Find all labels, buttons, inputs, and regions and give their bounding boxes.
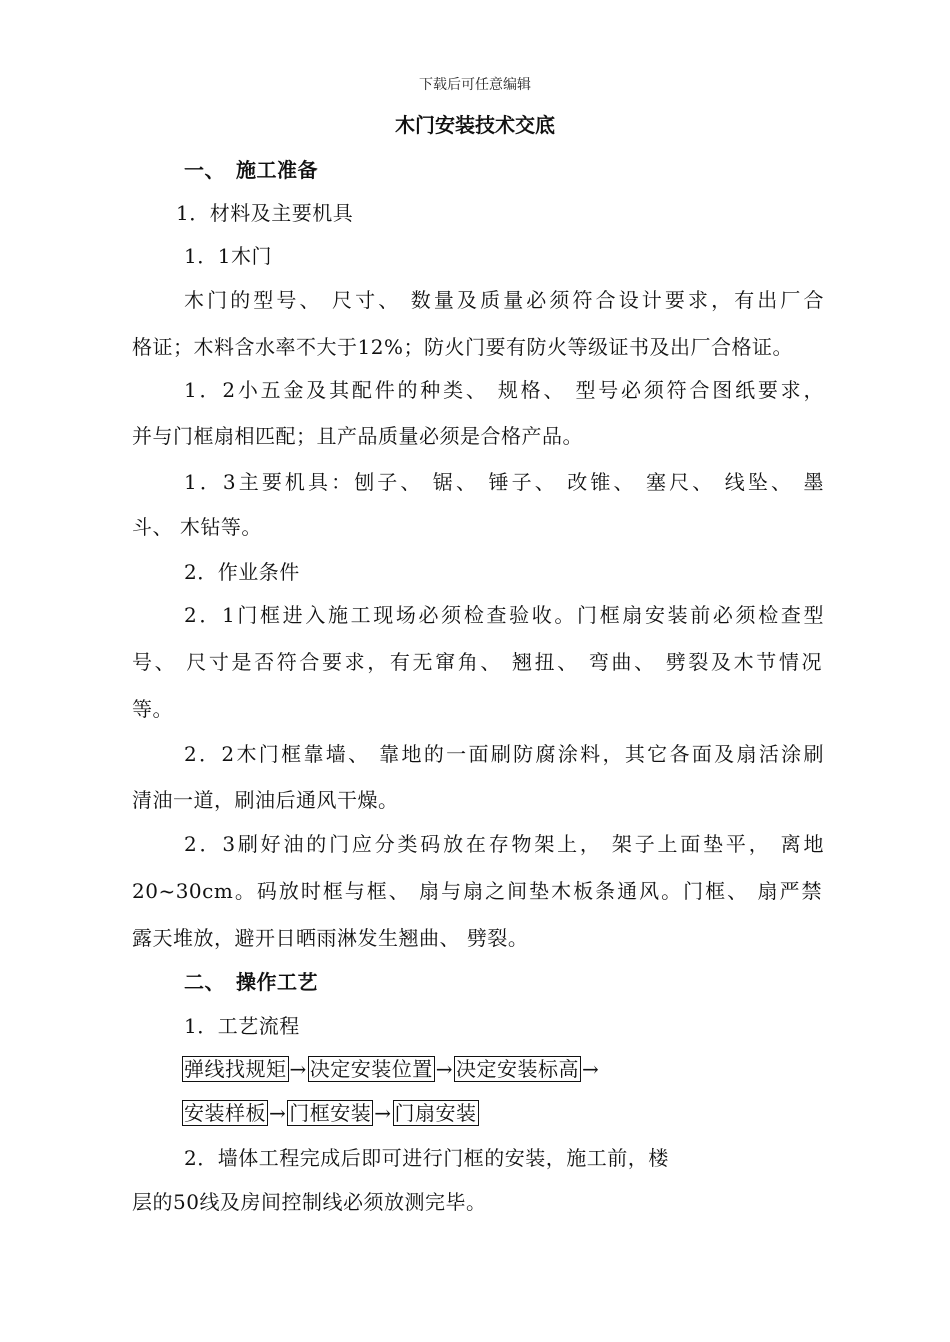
flow-arrow-icon: →: [269, 1101, 287, 1125]
download-note: 下载后可任意编辑: [419, 77, 531, 93]
flow-arrow-icon: →: [435, 1057, 454, 1081]
flow-arrow-icon: →: [289, 1057, 307, 1081]
section-heading-2: [184, 968, 824, 996]
flow-arrow-icon: →: [374, 1101, 392, 1125]
paragraph-line: 1．3主要机具：刨子、 锯、 锤子、 改锥、 塞尺、 线坠、 墨: [184, 470, 824, 494]
paragraph-line: 1．2小五金及其配件的种类、 规格、 型号必须符合图纸要求，: [184, 378, 824, 402]
paragraph-line: 格证；木料含水率不大于12%；防火门要有防火等级证书及出厂合格证。: [132, 335, 793, 359]
subheading-wood-door: 1．1木门: [184, 244, 272, 268]
section-title: 操作工艺: [236, 970, 318, 994]
subheading-process-flow: 1．工艺流程: [184, 1014, 300, 1038]
section-number: 一、: [184, 158, 225, 182]
flow-step-box: 决定安装位置: [309, 1057, 433, 1081]
flow-step-box: 门扇安装: [394, 1101, 477, 1125]
paragraph-line: 2．2木门框靠墙、 靠地的一面刷防腐涂料，其它各面及扇活涂刷: [184, 742, 824, 766]
process-flow-row-2: [182, 1099, 822, 1127]
paragraph-line: 2．墙体工程完成后即可进行门框的安装，施工前，楼: [184, 1146, 669, 1170]
section-heading-1: [184, 156, 824, 184]
flow-step-box: 决定安装标高: [456, 1057, 580, 1081]
paragraph-line: 层的50线及房间控制线必须放测完毕。: [132, 1190, 487, 1214]
section-number: 二、: [184, 970, 225, 994]
paragraph-line: 斗、 木钻等。: [132, 515, 262, 539]
process-flow-row-1: [182, 1055, 822, 1083]
paragraph-line: 木门的型号、 尺寸、 数量及质量必须符合设计要求，有出厂合: [184, 288, 824, 312]
flow-step-box: 安装样板: [184, 1101, 266, 1125]
paragraph-line: 清油一道，刷油后通风干燥。: [132, 788, 399, 812]
paragraph-line: 2．3刷好油的门应分类码放在存物架上， 架子上面垫平， 离地: [184, 832, 824, 856]
flow-step-box: 弹线找规矩: [184, 1057, 287, 1081]
paragraph-line: 号、 尺寸是否符合要求，有无窜角、 翘扭、 弯曲、 劈裂及木节情况: [132, 650, 822, 674]
section-title: 施工准备: [236, 158, 318, 182]
paragraph-line: 露天堆放，避开日晒雨淋发生翘曲、 劈裂。: [132, 926, 529, 950]
subheading-materials: 1．材料及主要机具: [176, 201, 354, 225]
paragraph-line: 并与门框扇相匹配；且产品质量必须是合格产品。: [132, 424, 583, 448]
flow-arrow-icon: →: [582, 1057, 600, 1081]
paragraph-line: 等。: [132, 697, 173, 721]
paragraph-line: 2．1门框进入施工现场必须检查验收。门框扇安装前必须检查型: [184, 603, 824, 627]
paragraph-line: 20~30cm。码放时框与框、 扇与扇之间垫木板条通风。门框、 扇严禁: [132, 879, 822, 903]
subheading-work-conditions: 2．作业条件: [184, 560, 300, 584]
flow-step-box: 门框安装: [289, 1101, 372, 1125]
document-title: 木门安装技术交底: [395, 113, 555, 137]
